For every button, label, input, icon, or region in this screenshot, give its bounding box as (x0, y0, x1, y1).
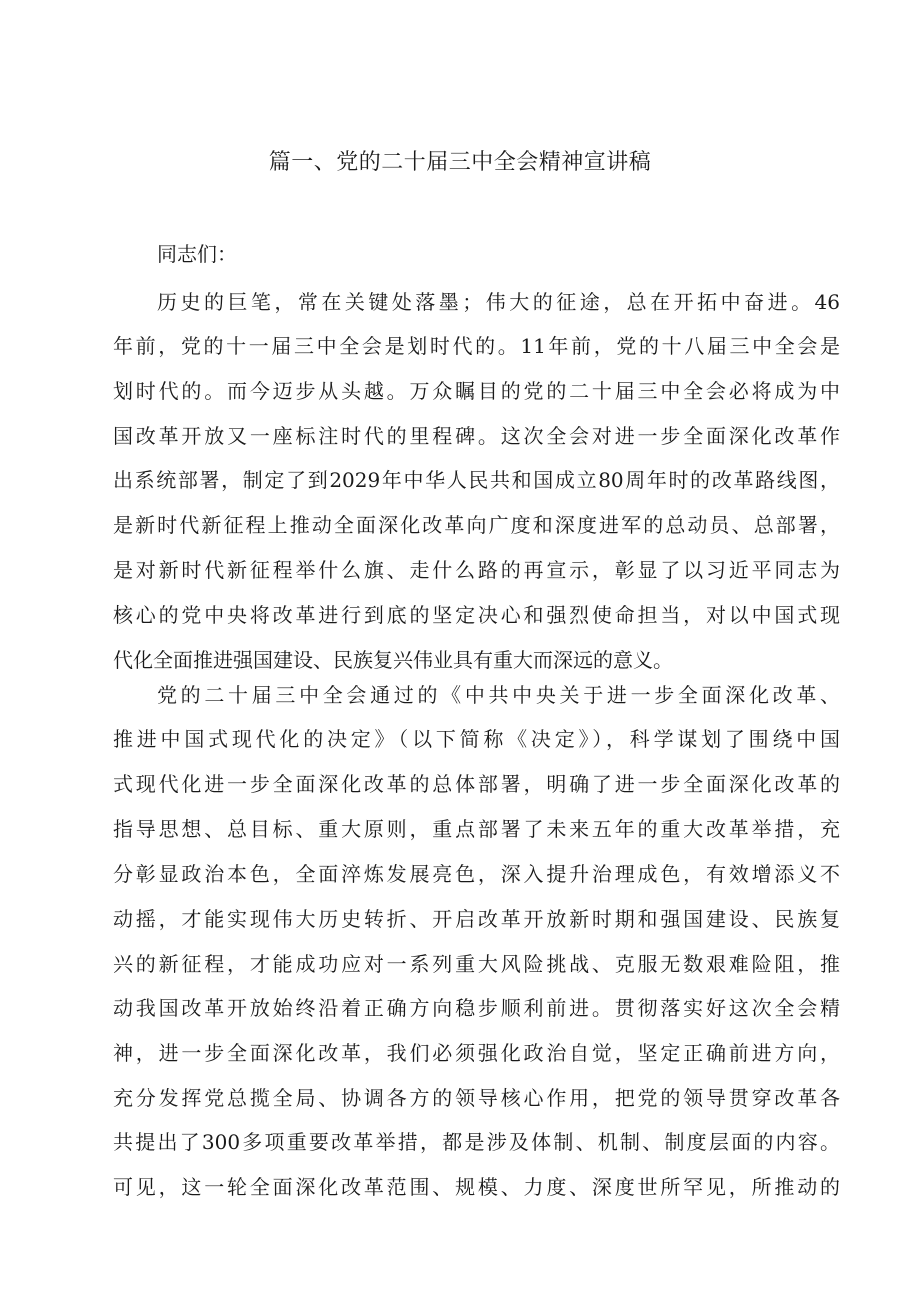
body-text-line: 是新时代新征程上推动全面深化改革向广度和深度进军的总动员、总部署， (113, 513, 840, 537)
body-text-line: 年前，党的十一届三中全会是划时代的。11年前，党的十八届三中全会是 (113, 334, 840, 358)
body-text-line: 分彰显政治本色，全面淬炼发展亮色，深入提升治理成色，有效增添义不 (113, 862, 840, 886)
body-text-line: 核心的党中央将改革进行到底的坚定决心和强烈使命担当，对以中国式现 (113, 603, 840, 627)
body-text-line: 推进中国式现代化的决定》（以下简称《决定》），科学谋划了围绕中国 (113, 727, 840, 751)
body-text-line: 历史的巨笔，常在关键处落墨；伟大的征途，总在开拓中奋进。46 (157, 290, 840, 314)
body-text-line: 神，进一步全面深化改革，我们必须强化政治自觉，坚定正确前进方向， (113, 1041, 840, 1065)
salutation: 同志们： (157, 242, 237, 266)
document-title: 篇一、党的二十届三中全会精神宣讲稿 (268, 150, 652, 175)
body-text-line: 党的二十届三中全会通过的《中共中央关于进一步全面深化改革、 (157, 683, 840, 707)
body-text-line: 国改革开放又一座标注时代的里程碑。这次全会对进一步全面深化改革作 (113, 424, 840, 448)
body-text-line: 兴的新征程，才能成功应对一系列重大风险挑战、克服无数艰难险阻，推 (113, 952, 840, 976)
body-text-line: 充分发挥党总揽全局、协调各方的领导核心作用，把党的领导贯穿改革各 (113, 1086, 840, 1110)
body-text-line: 出系统部署，制定了到2029年中华人民共和国成立80周年时的改革路线图， (113, 468, 840, 492)
body-text-line: 划时代的。而今迈步从头越。万众瞩目的党的二十届三中全会必将成为中 (113, 379, 840, 403)
body-text-line: 可见，这一轮全面深化改革范围、规模、力度、深度世所罕见，所推动的 (113, 1175, 840, 1199)
body-text-line: 动我国改革开放始终沿着正确方向稳步顺利前进。贯彻落实好这次全会精 (113, 996, 840, 1020)
body-text-line: 动摇，才能实现伟大历史转折、开启改革开放新时期和强国建设、民族复 (113, 907, 840, 931)
body-text-line: 代化全面推进强国建设、民族复兴伟业具有重大而深远的意义。 (113, 648, 673, 672)
body-text-line: 共提出了300多项重要改革举措，都是涉及体制、机制、制度层面的内容。 (113, 1130, 840, 1154)
body-text-line: 是对新时代新征程举什么旗、走什么路的再宣示，彰显了以习近平同志为 (113, 558, 840, 582)
body-text-line: 指导思想、总目标、重大原则，重点部署了未来五年的重大改革举措，充 (113, 817, 840, 841)
body-text-line: 式现代化进一步全面深化改革的总体部署，明确了进一步全面深化改革的 (113, 772, 840, 796)
